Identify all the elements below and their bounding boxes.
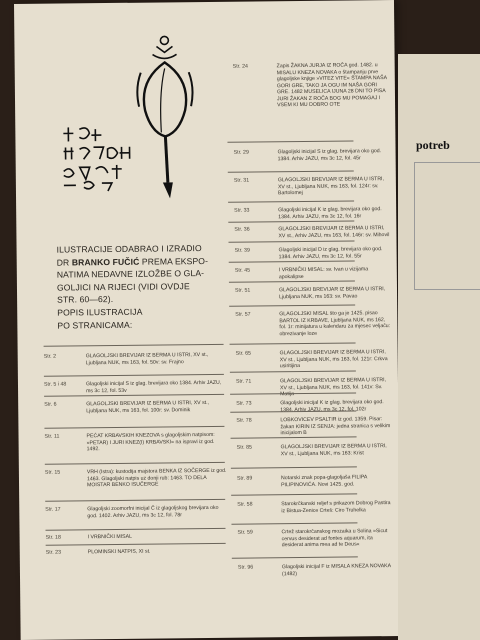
author-name: BRANKO FUČIĆ <box>71 256 140 268</box>
divider <box>231 436 357 438</box>
right-index-entry: GLAGOLJSKI BREVIJAR IZ BERMA U ISTRI, XV st., Ljubljana NUK, ms 163: Krist <box>280 443 387 457</box>
divider <box>229 260 355 262</box>
left-index-entry: PEĆAT KRBAVSKIH KNEZOVA s glagoljskim natpisom: »PETAR) I JURI KNEZ(I) KRBAVSKI« na ispravi iz god. 1492. <box>86 431 215 453</box>
right-index-entry: GLAGOLJSKI BREVIJAR IZ BERMA U ISTRI, XV st., Arhiv JAZU, ms 163, fol. 146r: sv. Mihovil <box>278 225 390 239</box>
left-index-label: Str. 5 i 48 <box>43 381 67 388</box>
book-page <box>14 0 401 640</box>
divider <box>229 280 355 282</box>
divider <box>45 499 225 502</box>
divider <box>231 522 357 524</box>
right-index-entry: GLAGOLJSKI BREVIJAR IZ BERMA U ISTRI, XV st., Ljubljana NUK, ms 163, fol. 124r: sv. Bartolomej <box>277 176 384 197</box>
left-index-entry: PLOMINSKI NATPIS, XI st. <box>87 548 151 556</box>
right-index-entry: GLAGOLJSKI BREVIJAR IZ BERMA U ISTRI, XV st., Ljubljana NUK, ms 163, fol. 141v: Sv. Matija <box>279 377 387 398</box>
right-index-entry: GLAGOLJSKI BREVIJAR IZ BERMA U ISTRI, XV st., Ljubljana NUK, ms 163, fol. 121r: Crkva usiritijina <box>279 349 388 370</box>
left-index-entry: I VRBNIČKI MISAL <box>87 533 133 541</box>
left-index-label: Str. 2 <box>43 353 57 360</box>
divider <box>228 220 354 222</box>
right-index-label: Str. 85 <box>236 444 253 451</box>
right-index-entry: GLAGOLJSKI MISAL što ga je 1425. pisao BARTOL IZ KRBAVE, Ljubljana NUK, ms 162, fol. 1r: minijatura u kalendaru za mjesec veljaču: obrezivanje loze <box>279 310 391 337</box>
intro-heading: PO STRANICAMA: <box>57 319 133 331</box>
right-index-label: Str. 33 <box>234 207 250 214</box>
glagolitic-inscription-icon <box>59 122 170 193</box>
right-index-label: Str. 57 <box>235 311 251 318</box>
divider <box>227 140 353 142</box>
right-index-entry: Starokrčkanski reljef s prikazom Dobrog Pastira iz Bistua-Zenice Crteš: Ciro Truhelka <box>281 500 391 514</box>
right-index-label: Str. 29 <box>233 149 249 156</box>
right-index-label: Str. 65 <box>235 350 252 357</box>
right-index-entry: LOBKOVICEV PSALTIR iz god. 1359. Pisar: žakan KIRIN IZ SENJA: jedna stranica s velikim inicijalom B <box>280 416 391 437</box>
right-index-label: Str. 73 <box>236 400 252 407</box>
divider <box>44 426 224 429</box>
intro-line: NATIMA NEDAVNE IZLOŽBE O GLA- <box>56 268 205 280</box>
right-index-entry: Glagoljski inicijal K iz glag. brevijara oko god. 1384. Arhiv JAZU, ms 3c 12, fol. 102r <box>280 399 384 413</box>
divider <box>46 543 226 546</box>
right-index-entry: Glagoljski inicijal D iz glag. brevijara oko god. 1384. Arhiv JAZU, ms 3c 12, fol. 55r <box>278 246 383 260</box>
divider <box>44 344 224 347</box>
right-index-label: Str. 36 <box>234 226 250 233</box>
intro-suffix: PREMA EKSPO- <box>139 255 209 267</box>
left-index-entry: Glagoljski inicijal S iz glag. brevijara oko 1384. Arhiv JAZU, ms 3c 12, fol. 53v <box>85 379 222 394</box>
divider <box>231 493 357 495</box>
right-index-label: Str. 78 <box>236 417 252 424</box>
right-index-entry: Glagoljski inicijal F iz MISALA KNEZA NOVAKA (1482) <box>281 563 391 577</box>
right-index-entry: Zapis ŽAKNA JURJA IZ ROČA god. 1482. u MISALU KNEZA NOVAKA o štampanju prve glagoljske knjige »VITEZ VITE« ŠTAMPA NAŠA GORI GRE, TAKO JA OGU IM NAŠA GORI GRE. 1482 MUSELICA IJUNA 28 DNI TO PISA JURI ŽAKAN Z ROČA BOG MU POMAGAJ I VSEM KI MU DOBRO OTE <box>276 62 387 109</box>
divider <box>229 240 355 242</box>
divider <box>228 200 354 202</box>
facing-page-figure <box>414 162 480 290</box>
intro-heading: POPIS ILUSTRACIJA <box>57 306 143 318</box>
left-index-entry: Glagoljski zoomorfni inicijal Č iz glagoljskog brevijara oko god. 1402. Arhiv JAZU, ms 3c 12, fol. 78r <box>87 504 219 519</box>
right-index-entry: GLAGOLJSKI BREVIJAR IZ BERMA U ISTRI, Ljubljana NUK, ms 163: sv. Pavao <box>278 286 386 300</box>
intro-text <box>57 242 223 332</box>
right-index-entry: I VRBNIČKI MISAL: sv. Ivan u vizijama apokalipse <box>278 266 369 280</box>
right-index-label: Str. 96 <box>237 564 254 571</box>
right-index-entry: Crtež starokrčanskog mozaika u Solina »Sicut cervus desiderat ad fontes aquarum, ita desiderat anima mea ad te Deus« <box>281 528 388 549</box>
divider <box>231 466 357 468</box>
intro-line: ILUSTRACIJE ODABRAO I IZRADIO <box>56 243 202 255</box>
divider <box>229 304 355 306</box>
facing-page-heading: potreb <box>416 138 450 152</box>
right-index-entry: Glagoljski inicijal K iz glag. brevijara oko god. 1384. Arhiv JAZU, ms 3c 12, fol. 16r <box>278 206 382 220</box>
divider <box>44 394 224 397</box>
left-index-label: Str. 15 <box>44 469 61 476</box>
divider <box>228 170 354 172</box>
intro-line: STR. 60—62). <box>57 294 114 305</box>
right-index-label: Str. 31 <box>233 177 250 184</box>
divider <box>230 342 356 344</box>
intro-line: GOLJICI NA RIJECI (VIDI OVDJE <box>56 280 190 293</box>
intro-prefix: DR <box>56 257 72 268</box>
divider <box>232 556 358 558</box>
right-index-label: Str. 71 <box>235 378 252 385</box>
right-index-label: Str. 39 <box>234 247 250 254</box>
right-index-entry: Glagoljski inicijal S iz glag. brevijara oko god. 1384. Arhiv JAZU, ms 3c 12, fol. 45r <box>277 148 382 162</box>
divider <box>44 374 224 377</box>
left-index-entry: VRH (Istra): kustodija majstora BENKA IZ SOČERGE iz god. 1463. Glagoljski natpis uz donji rub: 1463. TO DELA MOISTAR BENKO ISUČERGE <box>86 467 227 489</box>
divider <box>230 370 356 372</box>
left-index-label: Str. 17 <box>45 506 61 513</box>
right-index-label: Str. 59 <box>237 529 253 536</box>
divider <box>45 462 225 465</box>
right-index-entry: Notarski znak popa-glagoljaša FILIPA PILIPINOVIĆA. Novi 1425. god. <box>280 474 368 488</box>
divider <box>46 528 226 531</box>
left-index-label: Str. 23 <box>45 549 62 556</box>
left-index-label: Str. 18 <box>45 534 61 541</box>
facing-page <box>398 54 480 640</box>
right-index-label: Str. 51 <box>234 287 251 294</box>
right-index-label: Str. 89 <box>236 475 253 482</box>
right-index-label: Str. 45 <box>234 267 251 274</box>
left-index-label: Str. 6 <box>44 401 57 408</box>
left-index-entry: GLAGOLJSKI BREVIJAR IZ BERMA U ISTRI, XV st., Ljubljana NUK, ms 163, fol. 100r: sv. Dominik <box>86 399 210 414</box>
right-index-label: Str. 58 <box>237 501 253 508</box>
right-index-label: Str. 24 <box>232 63 249 70</box>
left-index-entry: GLAGOLJSKI BREVIJAR IZ BERMA U ISTRI, XV st., Ljubljana NUK, ms 163, fol. 50v: sv. Frajno <box>85 351 209 366</box>
left-index-label: Str. 11 <box>44 433 60 440</box>
